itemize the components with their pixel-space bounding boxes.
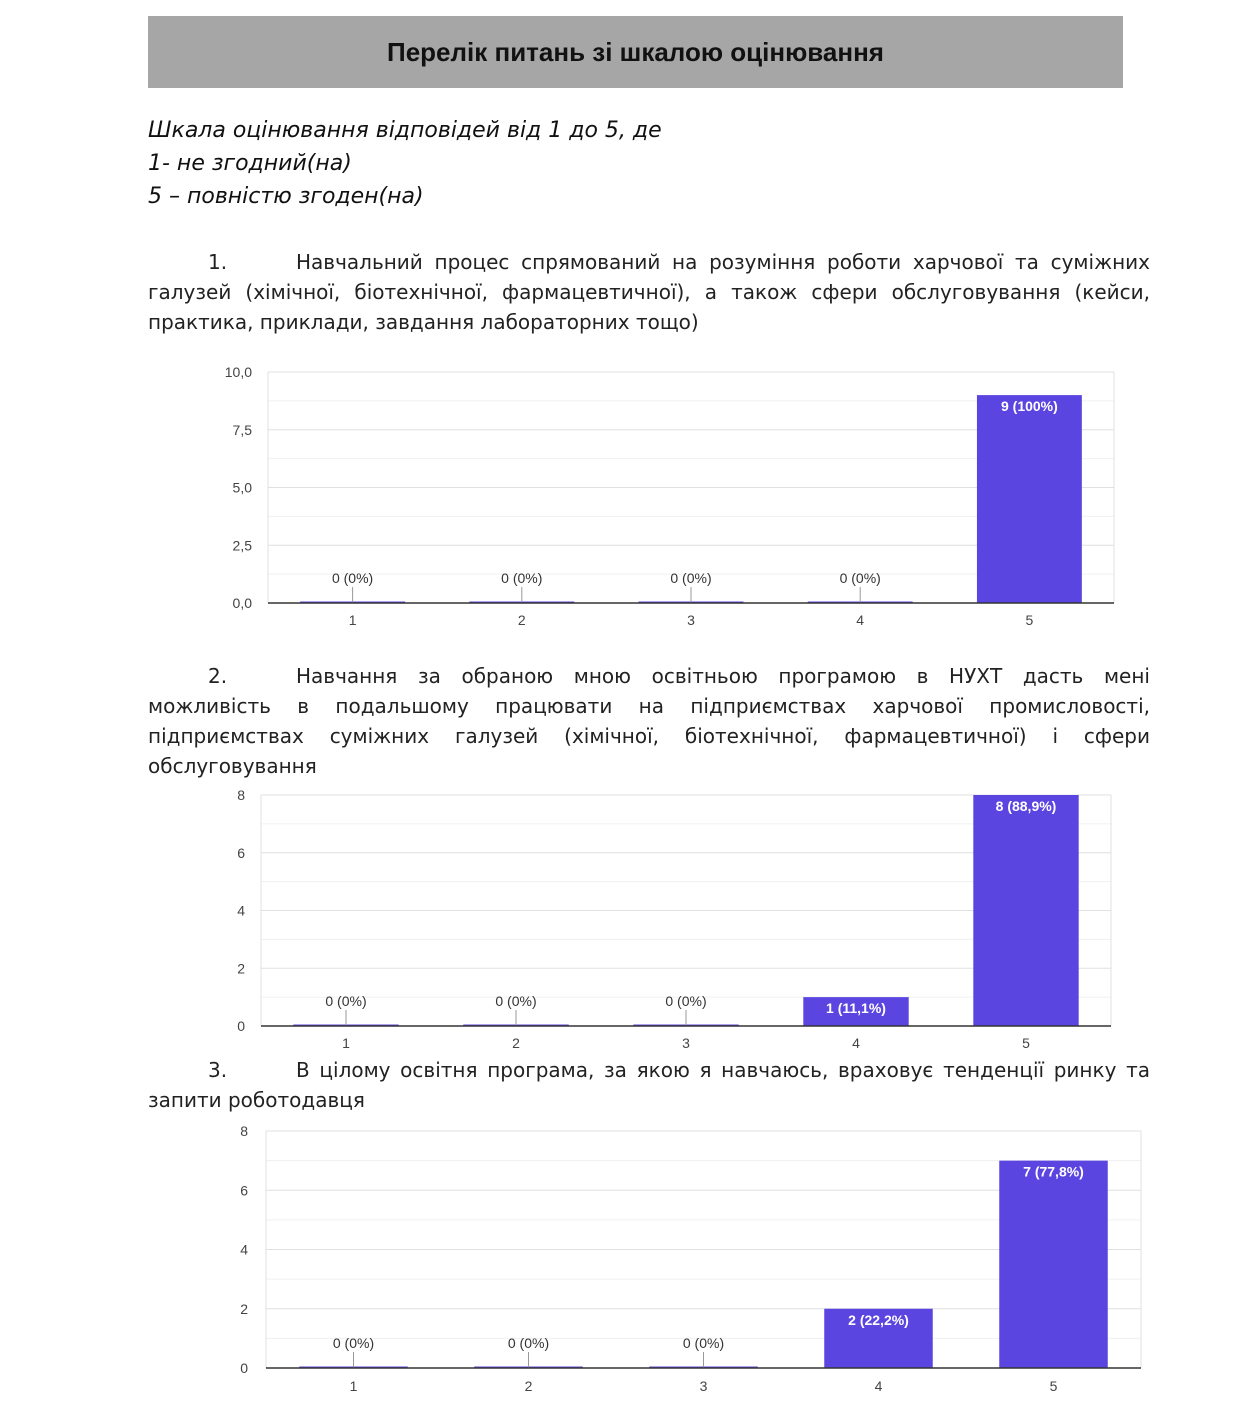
question-number: 3. <box>208 1058 228 1082</box>
y-tick-label: 5,0 <box>232 479 252 496</box>
y-tick-label: 0 <box>240 1360 248 1376</box>
x-tick-label: 1 <box>342 1035 350 1051</box>
data-label: 0 (0%) <box>325 993 367 1009</box>
data-label: 9 (100%) <box>1000 398 1058 415</box>
data-label: 0 (0%) <box>665 993 707 1009</box>
x-tick-label: 5 <box>1025 612 1034 628</box>
x-tick-label: 5 <box>1022 1035 1030 1051</box>
data-label: 0 (0%) <box>501 570 543 586</box>
y-tick-label: 8 <box>240 1123 248 1139</box>
page-title: Перелік питань зі шкалою оцінювання <box>387 36 884 67</box>
y-tick-label: 4 <box>237 902 245 919</box>
x-tick-label: 3 <box>687 612 695 628</box>
y-tick-label: 6 <box>237 844 245 861</box>
x-tick-label: 4 <box>874 1378 883 1394</box>
x-tick-label: 2 <box>517 612 526 628</box>
data-label: 0 (0%) <box>670 570 712 586</box>
y-tick-label: 8 <box>237 787 245 803</box>
y-tick-label: 0,0 <box>232 595 252 611</box>
y-tick-label: 10,0 <box>224 364 252 380</box>
scale-line: 5 – повністю згоден(на) <box>148 184 424 209</box>
x-tick-label: 4 <box>852 1035 860 1051</box>
scale-line: 1- не згодний(на) <box>148 151 352 176</box>
x-tick-label: 5 <box>1049 1378 1058 1394</box>
scale-line: Шкала оцінювання відповідей від 1 до 5, де <box>148 118 662 143</box>
x-tick-label: 1 <box>349 1378 358 1394</box>
y-tick-label: 7,5 <box>232 421 252 438</box>
data-label: 0 (0%) <box>331 570 374 586</box>
question-text: В цілому освітня програма, за якою я навчаюсь, враховує тенденції ринку та запити роботодавця <box>148 1058 1150 1112</box>
y-tick-label: 2 <box>240 1300 248 1317</box>
x-tick-label: 3 <box>699 1378 708 1394</box>
data-label: 0 (0%) <box>682 1335 725 1351</box>
data-label: 0 (0%) <box>332 1335 375 1351</box>
y-tick-label: 4 <box>240 1241 248 1258</box>
question-number: 1. <box>208 250 228 274</box>
y-tick-label: 6 <box>240 1182 248 1199</box>
question-text: Навчальний процес спрямований на розуміння роботи харчової та суміжних галузей (хімічної, біотехнічної, фармацевтичної), а також сфери обслуговування (кейси, практика, приклади, завдання лабораторних тощо) <box>148 250 1150 334</box>
x-tick-label: 3 <box>682 1035 690 1051</box>
y-tick-label: 0 <box>237 1018 245 1034</box>
data-label: 0 (0%) <box>507 1335 550 1351</box>
y-tick-label: 2 <box>237 960 245 977</box>
x-tick-label: 4 <box>856 612 865 628</box>
data-label: 1 (11,1%) <box>826 1000 886 1017</box>
bar <box>999 1161 1108 1368</box>
x-tick-label: 2 <box>512 1035 520 1051</box>
x-tick-label: 1 <box>348 612 357 628</box>
question-text: Навчання за обраною мною освітньою програмою в НУХТ дасть мені можливість в подальшому працювати на підприємствах харчової промисловості, підприємствах суміжних галузей (хімічної, біотехнічної, фармацевтичної) і сфери обслуговування <box>148 664 1150 778</box>
x-tick-label: 2 <box>524 1378 533 1394</box>
data-label: 8 (88,9%) <box>995 798 1057 814</box>
y-tick-label: 2,5 <box>232 537 252 554</box>
data-label: 7 (77,8%) <box>1023 1163 1084 1180</box>
question-number: 2. <box>208 664 228 688</box>
data-label: 0 (0%) <box>839 570 881 586</box>
data-label: 0 (0%) <box>495 993 537 1009</box>
data-label: 2 (22,2%) <box>848 1311 909 1328</box>
